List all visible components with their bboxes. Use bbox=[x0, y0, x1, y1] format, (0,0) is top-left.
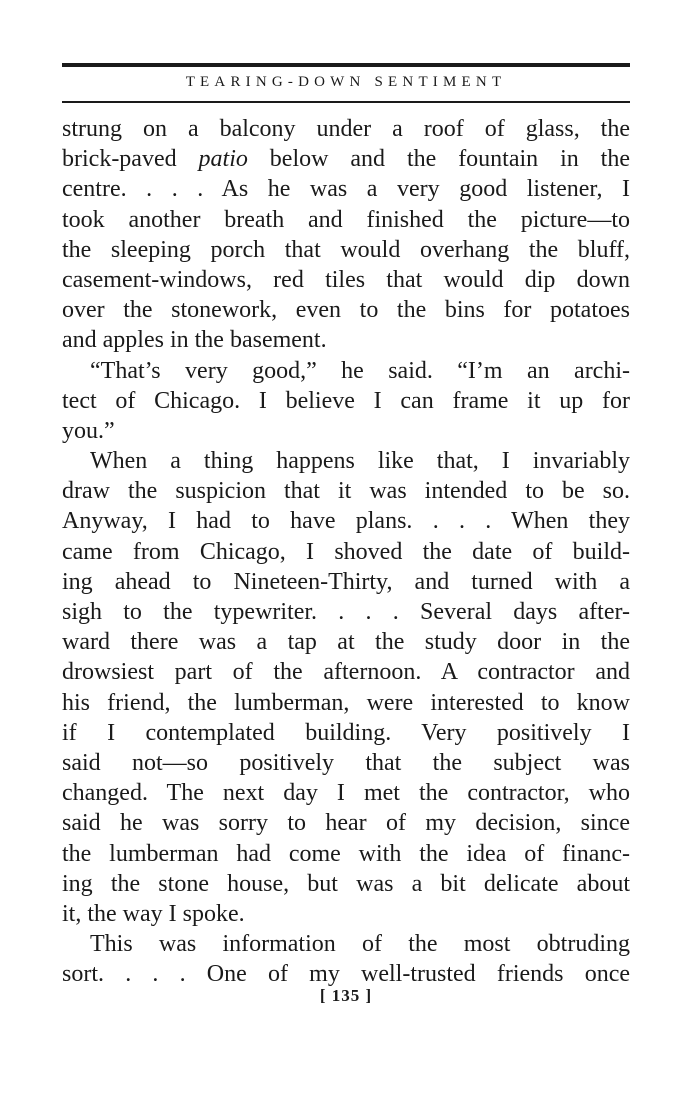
page-number: [ 135 ] bbox=[319, 986, 373, 1005]
header-rule-top bbox=[62, 63, 630, 67]
text-line: took another breath and finished the picture—to bbox=[62, 206, 630, 233]
text-line: “That’s very good,” he said. “I’m an archi- bbox=[90, 357, 630, 384]
text-line: it, the way I spoke. bbox=[62, 900, 245, 927]
text-line: said not—so positively that the subject was bbox=[62, 749, 630, 776]
text-line: came from Chicago, I shoved the date of build- bbox=[62, 538, 630, 565]
text-line: strung on a balcony under a roof of glass, the bbox=[62, 116, 630, 142]
text-line: and apples in the basement. bbox=[62, 327, 327, 354]
text-line: sort. . . . One of my well-trusted friends once bbox=[62, 961, 630, 988]
text-line: his friend, the lumberman, were interested to know bbox=[62, 689, 630, 716]
body-text bbox=[62, 114, 630, 989]
text-line: tect of Chicago. I believe I can frame it up for bbox=[62, 387, 630, 414]
text-line: drowsiest part of the afternoon. A contractor and bbox=[62, 659, 630, 686]
text-line: centre. . . . As he was a very good listener, I bbox=[62, 176, 630, 203]
text-line: Anyway, I had to have plans. . . . When they bbox=[62, 508, 630, 535]
text-line: ing the stone house, but was a bit delicate about bbox=[62, 870, 630, 897]
text-line: When a thing happens like that, I invariably bbox=[90, 448, 630, 475]
text-line: draw the suspicion that it was intended to be so. bbox=[62, 478, 630, 505]
text-line: the sleeping porch that would overhang the bluff, bbox=[62, 236, 630, 263]
text-line: ward there was a tap at the study door in the bbox=[62, 629, 630, 656]
italic-word: patio bbox=[198, 146, 248, 173]
text-run: below and the fountain in the bbox=[247, 146, 630, 173]
text-line: casement-windows, red tiles that would dip down bbox=[62, 266, 630, 293]
text-line: This was information of the most obtruding bbox=[90, 931, 630, 958]
header-rule-bottom bbox=[62, 101, 630, 103]
text-line: ing ahead to Nineteen-Thirty, and turned with a bbox=[62, 568, 630, 595]
text-run: brick-paved bbox=[62, 146, 199, 173]
running-title: TEARING-DOWN SENTIMENT bbox=[185, 74, 507, 90]
text-line: sigh to the typewriter. . . . Several days after- bbox=[62, 599, 630, 625]
text-line: over the stonework, even to the bins for potatoes bbox=[62, 297, 630, 324]
text-line: you.” bbox=[62, 417, 115, 444]
text-line: said he was sorry to hear of my decision, since bbox=[62, 810, 630, 837]
text-line: changed. The next day I met the contractor, who bbox=[62, 780, 630, 807]
text-line: if I contemplated building. Very positively I bbox=[62, 719, 630, 746]
text-line: the lumberman had come with the idea of financ- bbox=[62, 840, 630, 867]
text-line-with-italic bbox=[62, 144, 630, 174]
